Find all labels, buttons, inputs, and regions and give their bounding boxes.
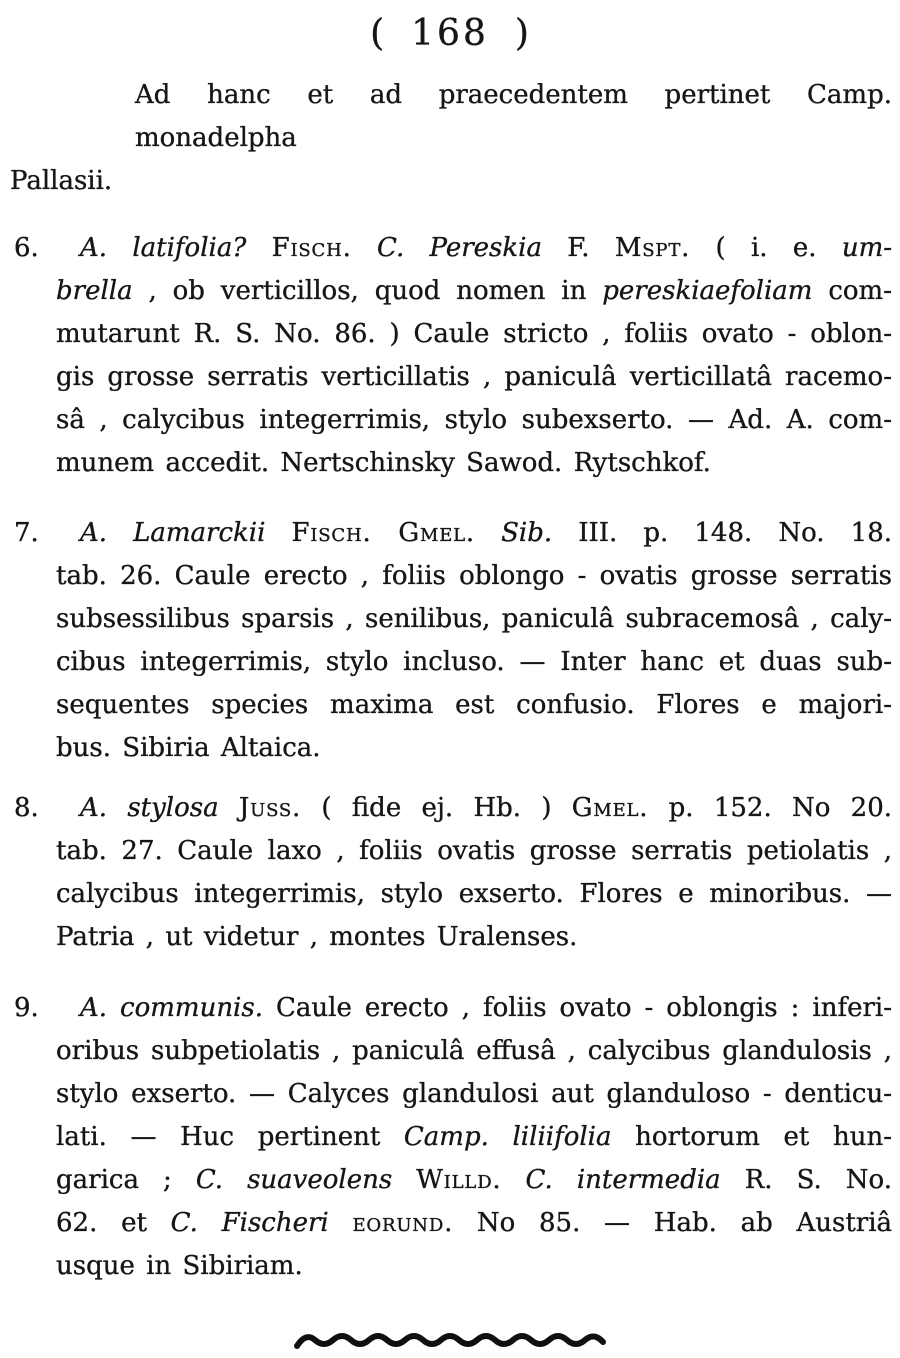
text-run: com- (812, 276, 892, 306)
species-entry-9 (10, 987, 892, 1288)
text-line (56, 873, 892, 916)
text-run: C. intermedia (525, 1165, 721, 1195)
intro-paragraph (10, 74, 892, 203)
text-line (56, 356, 892, 399)
text-line (56, 555, 892, 598)
text-line (56, 787, 892, 830)
text-line (56, 313, 892, 356)
text-run: munem accedit. Nertschinsky Sawod. Rytschkof. (56, 448, 711, 478)
text-run: Gmel. (571, 793, 649, 823)
text-run: garica ; (56, 1165, 196, 1195)
text-run: cibus integerrimis, stylo incluso. — Inter hanc et duas sub- (56, 647, 892, 677)
text-run: Sib. (501, 518, 553, 548)
text-line (56, 1245, 892, 1288)
text-line (56, 1116, 892, 1159)
text-run: sequentes species maxima est confusio. Flores e majori- (56, 690, 892, 720)
text-run: Ad hanc et ad praecedentem pertinet Camp. monadelpha (135, 80, 892, 153)
text-run: Fisch. Gmel. (291, 518, 475, 548)
text-line (56, 830, 892, 873)
text-line (56, 916, 892, 959)
text-line (56, 512, 892, 555)
text-run (352, 233, 377, 263)
text-run: um- (841, 233, 893, 263)
text-run: sâ , calycibus integerrimis, stylo subexserto. — Ad. A. com- (56, 405, 892, 435)
text-run: A. communis. (80, 993, 263, 1023)
text-run: C. Pereskia (376, 233, 542, 263)
text-run: Fisch. (271, 233, 352, 263)
text-line (56, 442, 892, 485)
text-line (56, 1202, 892, 1245)
entry-number: 9. (14, 993, 39, 1023)
text-run: ( i. e. (690, 233, 842, 263)
text-line (10, 74, 892, 160)
text-run (502, 1165, 526, 1195)
text-line (56, 227, 892, 270)
text-run: p. 152. No 20. (648, 793, 893, 823)
entry-number: 8. (14, 793, 39, 823)
text-line (56, 270, 892, 313)
text-run (329, 1208, 353, 1238)
page-body (0, 74, 900, 1358)
text-run: stylo exserto. — Calyces glandulosi aut glanduloso - denticu- (56, 1079, 892, 1109)
text-run: eorund. (352, 1208, 454, 1238)
text-run: , ob verticillos, quod nomen in (132, 276, 603, 306)
text-run (475, 518, 501, 548)
text-run: tab. 27. Caule laxo , foliis ovatis grosse serratis petiolatis , (56, 836, 892, 866)
text-run: Juss. (238, 793, 302, 823)
wavy-divider-icon (293, 1330, 609, 1354)
text-run: No 85. — Hab. ab Austriâ (453, 1208, 893, 1238)
text-run: A. stylosa (80, 793, 219, 823)
text-line (56, 598, 892, 641)
text-run: 62. et (56, 1208, 171, 1238)
footer-ornament (10, 1330, 892, 1358)
text-line (56, 399, 892, 442)
text-run: tab. 26. Caule erecto , foliis oblongo - ovatis grosse serratis (56, 561, 892, 591)
text-run: lati. — Huc pertinent (56, 1122, 404, 1152)
text-line (56, 727, 892, 770)
text-run: III. p. 148. No. 18. (552, 518, 893, 548)
text-run: A. latifolia? (80, 233, 247, 263)
text-run: bus. Sibiria Altaica. (56, 733, 321, 763)
text-line (56, 987, 892, 1030)
text-line (10, 160, 892, 203)
text-run: usque in Sibiriam. (56, 1251, 303, 1281)
page-header (0, 0, 900, 58)
close-paren: ) (514, 13, 530, 54)
text-run: subsessilibus sparsis , senilibus, paniculâ subracemosâ , caly- (56, 604, 892, 634)
text-run: calycibus integerrimis, stylo exserto. Flores e minoribus. — (56, 879, 892, 909)
text-line (56, 1159, 892, 1202)
text-run: Willd. (416, 1165, 502, 1195)
text-run (219, 793, 239, 823)
text-run: Patria , ut videtur , montes Uralenses. (56, 922, 578, 952)
species-entry-6 (10, 227, 892, 485)
text-run: oribus subpetiolatis , paniculâ effusâ , calycibus glandulosis , (56, 1036, 892, 1066)
text-run (265, 518, 291, 548)
text-line (56, 684, 892, 727)
species-entry-7 (10, 512, 892, 770)
text-run: A. Lamarckii (80, 518, 266, 548)
text-run: Mspt. (614, 233, 691, 263)
text-run: Pallasii. (10, 166, 113, 196)
text-run: pereskiaefoliam (602, 276, 813, 306)
text-run: hortorum et hun- (611, 1122, 892, 1152)
text-run: C. suaveolens (195, 1165, 393, 1195)
text-line (56, 1030, 892, 1073)
text-run: mutarunt R. S. No. 86. ) Caule stricto , foliis ovato - oblon- (56, 319, 892, 349)
text-run (246, 233, 271, 263)
page-number: 168 (411, 13, 489, 54)
species-entry-8 (10, 787, 892, 959)
text-run: C. Fischeri (170, 1208, 329, 1238)
text-run: gis grosse serratis verticillatis , paniculâ verticillatâ racemo- (56, 362, 892, 392)
text-run: ( fide ej. Hb. ) (301, 793, 572, 823)
text-run: Caule erecto , foliis ovato - oblongis : inferi- (262, 993, 892, 1023)
text-line (56, 641, 892, 684)
text-line (56, 1073, 892, 1116)
text-run: Camp. liliifolia (403, 1122, 612, 1152)
text-run: F. (541, 233, 615, 263)
entry-number: 6. (14, 233, 39, 263)
text-run (392, 1165, 416, 1195)
entry-number: 7. (14, 518, 39, 548)
open-paren: ( (370, 13, 386, 54)
text-run: R. S. No. (720, 1165, 892, 1195)
text-run: brella (56, 276, 133, 306)
